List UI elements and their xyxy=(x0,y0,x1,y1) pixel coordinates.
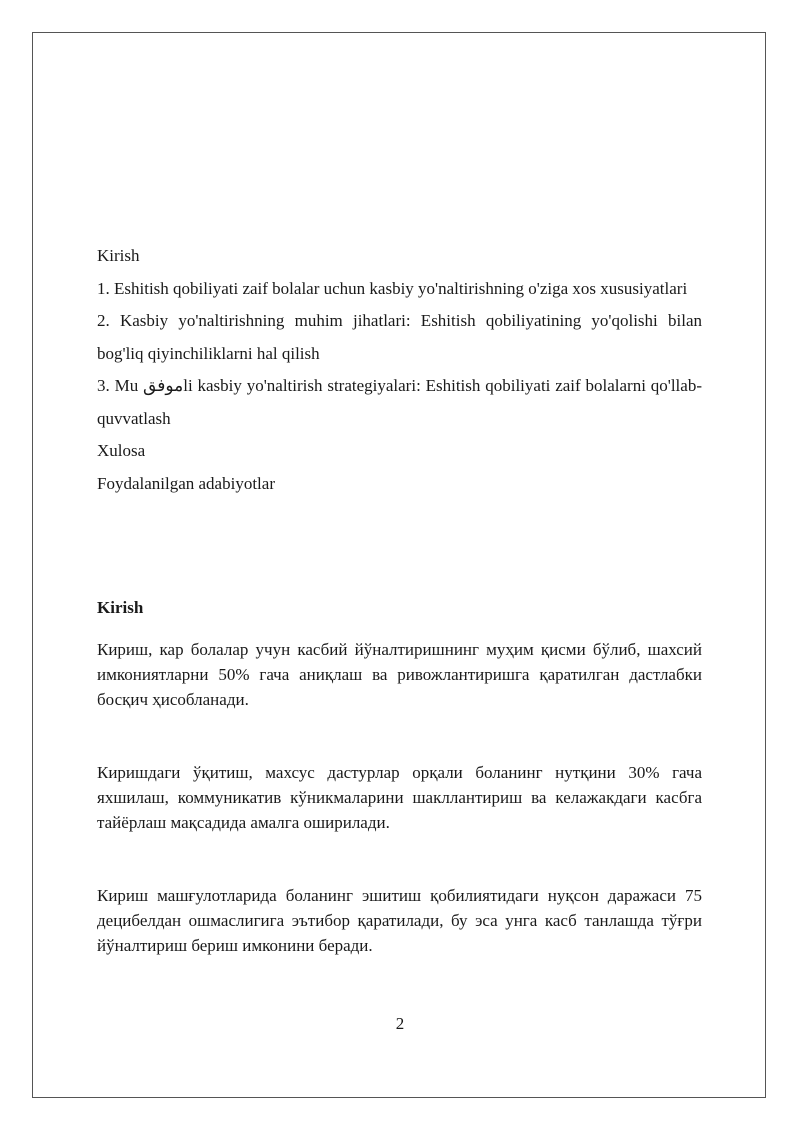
paragraph-1: Кириш, кар болалар учун касбий йўналтиришнинг муҳим қисми бўлиб, шахсий имкониятларни 50% гача аниқлаш ва ривожлантиришга қаратилган дастлабки босқич ҳисобланади. xyxy=(97,640,702,709)
section-heading: Kirish xyxy=(97,598,144,617)
toc-item-conclusion: Xulosa xyxy=(97,441,146,460)
toc-item-references: Foydalanilgan adabiyotlar xyxy=(97,473,275,493)
paragraph-2: Киришдаги ўқитиш, махсус дастурлар орқали боланинг нутқини 30% гача яхшилаш, коммуникатив кўникмаларини шакллантириш ва келажакдаги касбга тайёрлаш мақсадида амалга оширилади. xyxy=(97,763,702,832)
table-of-contents xyxy=(97,240,702,500)
toc-item-3: 3. Mu موفقli kasbiy yo'naltirish strategiyalari: Eshitish qobiliyati zaif bolalarni qo'llab-quvvatlash xyxy=(97,376,702,428)
page-number: 2 xyxy=(395,1014,405,1033)
intro-section xyxy=(97,595,702,1006)
toc-item-intro: Kirish xyxy=(97,246,140,265)
toc-item-2: 2. Kasbiy yo'naltirishning muhim jihatlari: Eshitish qobiliyatining yo'qolishi bilan bog'liq qiyinchiliklarni hal qilish xyxy=(97,311,702,363)
paragraph-3: Кириш машғулотларида боланинг эшитиш қобилиятидаги нуқсон даражаси 75 децибелдан ошмаслигига эътибор қаратилади, бу эса унга касб танлашда тўғри йўналтириш бериш имконини беради. xyxy=(97,886,702,955)
toc-item-1: 1. Eshitish qobiliyati zaif bolalar uchun kasbiy yo'naltirishning o'ziga xos xususiyatlari xyxy=(97,278,688,298)
